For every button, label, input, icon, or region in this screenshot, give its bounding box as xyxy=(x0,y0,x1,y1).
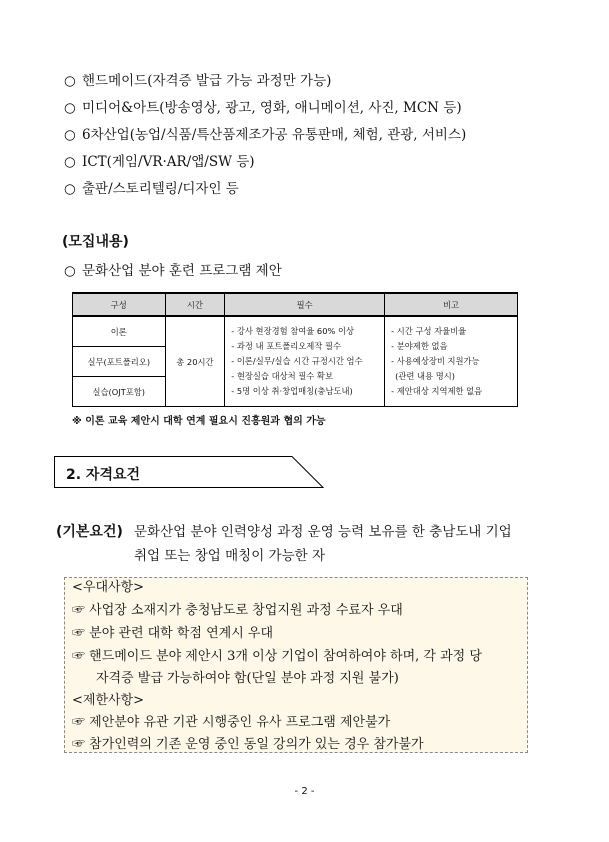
total-time: 총 20시간 xyxy=(165,316,225,407)
program-table xyxy=(72,292,518,407)
page-number: - 2 - xyxy=(294,786,315,797)
field-item-handmade: ○ 핸드메이드(자격증 발급 가능 과정만 가능) xyxy=(64,73,332,89)
field-item-6th-industry: ○ 6차산업(농업/식품/특산품제조가공 유통판매, 체험, 관광, 서비스) xyxy=(64,127,467,143)
restriction-heading: <제한사항> xyxy=(72,693,145,708)
preference-item: ☞ 핸드메이드 분야 제안시 3개 이상 기업이 참여하여야 하며, 각 과정 당 xyxy=(72,649,482,664)
header-composition: 구성 xyxy=(73,293,166,316)
row-ojt: 실습(OJT포함) xyxy=(73,377,166,407)
theory-note: ※ 이론 교육 제안시 대학 연계 필요시 진흥원과 협의 가능 xyxy=(72,416,326,427)
field-item-media-art: ○ 미디어&아트(방송영상, 광고, 영화, 애니메이션, 사진, MCN 등) xyxy=(64,100,462,116)
restriction-item: ☞ 제안분야 유관 기관 시행중인 유사 프로그램 제안불가 xyxy=(72,715,391,730)
section-title: 2. 자격요건 xyxy=(66,467,141,483)
basic-requirement-label: (기본요건) xyxy=(56,524,123,540)
header-remarks: 비고 xyxy=(385,293,518,316)
field-item-publishing: ○ 출판/스토리텔링/디자인 등 xyxy=(64,181,239,197)
recruit-bullet: ○ 문화산업 분야 훈련 프로그램 제안 xyxy=(64,263,282,279)
preference-item: ☞ 분야 관련 대학 학점 연계시 우대 xyxy=(72,626,274,641)
restriction-item: ☞ 참가인력의 기존 운영 중인 동일 강의가 있는 경우 참가불가 xyxy=(72,737,424,752)
header-required: 필수 xyxy=(225,293,385,316)
row-practice-portfolio: 실무(포트폴리오) xyxy=(73,347,166,377)
recruit-heading: (모집내용) xyxy=(62,234,129,250)
preference-item-continued: 자격증 발급 가능하여야 함(단일 분야 과정 지원 불가) xyxy=(96,671,399,686)
remarks-list: - 시간 구성 자율비율 - 분야제한 없음 - 사용예상장비 지원가능 (관련 내용 명시) - 제안대상 지역제한 없음 xyxy=(385,316,518,407)
header-time: 시간 xyxy=(165,293,225,316)
table-row xyxy=(73,316,518,347)
basic-requirement-line2: 취업 또는 창업 매칭이 가능한 자 xyxy=(134,548,325,564)
basic-requirement-line1: 문화산업 분야 인력양성 과정 운영 능력 보유를 한 충남도내 기업 xyxy=(134,524,512,540)
preference-heading: <우대사항> xyxy=(72,580,145,595)
required-list: - 강사 현장경험 참여율 60% 이상 - 과정 내 포트폴리오제작 필수 - 이론/실무/실습 시간 규정시간 엄수 - 현장실습 대상처 필수 확보 - 5명 이상 취·창업매칭(충남도내) xyxy=(225,316,385,407)
row-theory: 이론 xyxy=(73,316,166,347)
table-header-row xyxy=(73,293,518,316)
field-item-ict: ○ ICT(게임/VR·AR/앱/SW 등) xyxy=(64,154,255,170)
preference-item: ☞ 사업장 소재지가 충청남도로 창업지원 과정 수료자 우대 xyxy=(72,603,403,618)
